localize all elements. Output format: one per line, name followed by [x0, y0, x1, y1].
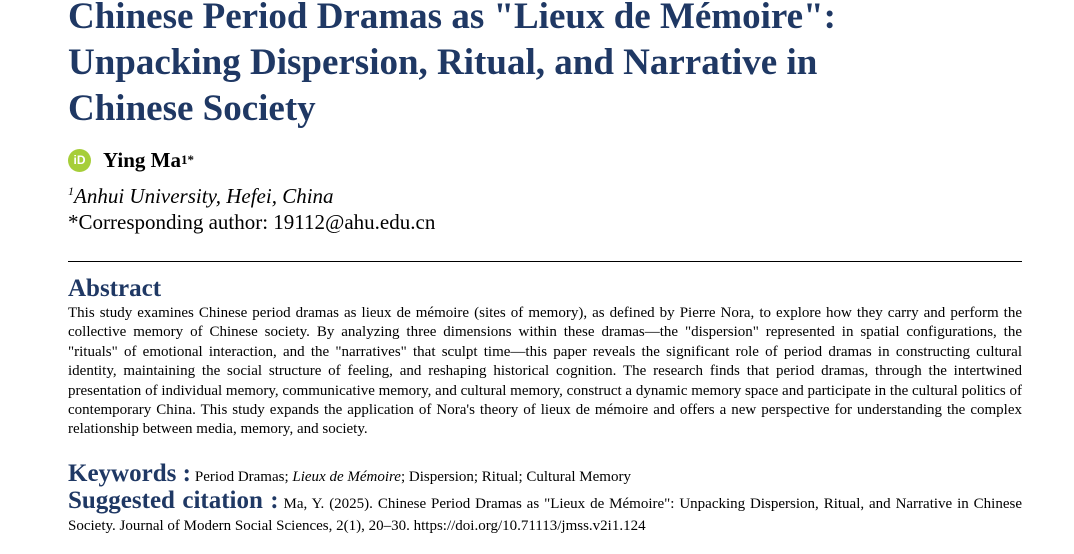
paper-title: [68, 0, 1022, 132]
keywords-row: [68, 460, 631, 488]
keywords-italic: Lieux de Mémoire: [292, 469, 401, 485]
keywords-text: [195, 469, 631, 485]
abstract-heading: Abstract: [68, 275, 162, 302]
title-line-2: Unpacking Dispersion, Ritual, and Narrative in: [68, 42, 818, 83]
affiliation: [68, 184, 334, 209]
keywords-part-1: Period Dramas;: [194, 469, 293, 485]
orcid-icon[interactable]: iD: [68, 149, 91, 172]
author-row: iD Ying Ma 1*: [68, 147, 194, 173]
author-name: Ying Ma: [103, 147, 181, 172]
abstract-text: This study examines Chinese period dramas as lieux de mémoire (sites of memory), as defined by Pierre Nora, to explore how they carry and perform the collective memory of Chinese society. By analyzing three dimensions within these dramas—the "dispersion" represented in spatial configurations, the "rituals" of emotional interaction, and the "narratives" that sculpt time—this paper reveals the significant role of period dramas in constructing cultural identity, maintaining the social structure of feeling, and reshaping historical cognition. The research finds that period dramas, through the intertwined presentation of individual memory, communicative memory, and cultural memory, construct a dynamic memory space and participate in the cultural politics of contemporary China. This study expands the application of Nora's theory of lieux de mémoire and offers a new perspective for understanding the complex relationship between media, memory, and society.: [68, 305, 1022, 438]
affiliation-superscript: 1: [68, 184, 74, 198]
keywords-part-2: ; Dispersion; Ritual; Cultural Memory: [400, 469, 631, 485]
title-line-3: Chinese Society: [68, 88, 316, 129]
citation-heading: Suggested citation :: [68, 487, 279, 514]
section-divider: [68, 261, 1022, 262]
corresponding-author: *Corresponding author: 19112@ahu.edu.cn: [68, 210, 436, 234]
suggested-citation: [68, 487, 1023, 537]
keywords-heading: Keywords :: [68, 460, 191, 487]
title-line-1: Chinese Period Dramas as "Lieux de Mémoire":: [68, 0, 836, 37]
citation-text: Ma, Y. (2025). Chinese Period Dramas as "Lieux de Mémoire": Unpacking Dispersion, Ritual, and Narrative in Chinese Society. Journal of Modern Social Sciences, 2(1), 20–30. https://doi.org/10.71113/jmss.v2i1.124: [68, 496, 1023, 534]
affiliation-text: Anhui University, Hefei, China: [74, 184, 334, 208]
